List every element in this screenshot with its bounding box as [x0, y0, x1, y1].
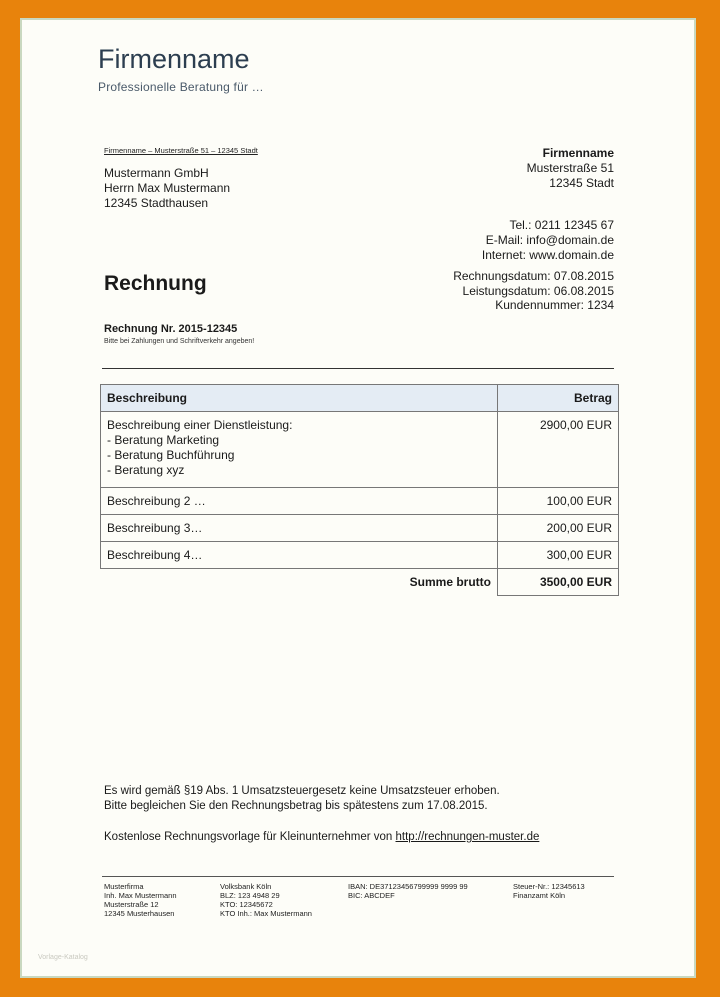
sender-street: Musterstraße 51: [526, 161, 614, 175]
footer-line: IBAN: DE37123456799999 9999 99: [348, 882, 468, 891]
table-row: [101, 542, 619, 569]
invoice-date: Rechnungsdatum: 07.08.2015: [453, 269, 614, 283]
footer-line: Inh. Max Mustermann: [104, 891, 177, 900]
item-description-line: - Beratung Marketing: [107, 433, 220, 447]
footer-iban: [348, 882, 468, 900]
item-amount: 300,00 EUR: [498, 542, 619, 569]
sender-city: 12345 Stadt: [549, 176, 614, 190]
footer-tax: [513, 882, 585, 900]
watermark: Vorlage-Katalog: [38, 954, 88, 961]
footer-company: [104, 882, 177, 918]
sender-name: Firmenname: [542, 146, 614, 160]
template-credit-text: Kostenlose Rechnungsvorlage für Kleinunternehmer von: [104, 831, 396, 843]
invoice-meta: [453, 269, 614, 313]
sender-contact: [482, 218, 614, 263]
item-amount: 2900,00 EUR: [498, 412, 619, 488]
item-description-line: - Beratung xyz: [107, 463, 185, 477]
table-row: [101, 412, 619, 488]
invoice-number: Rechnung Nr. 2015-12345: [104, 323, 238, 335]
footer-line: BIC: ABCDEF: [348, 891, 395, 900]
sum-amount: 3500,00 EUR: [498, 569, 619, 596]
sender-website: Internet: www.domain.de: [481, 248, 614, 262]
item-description: [101, 412, 498, 488]
footer-line: KTO: 12345672: [220, 900, 273, 909]
footer-bank: [220, 882, 312, 918]
footer-line: Finanzamt Köln: [513, 891, 566, 900]
footer-line: 12345 Musterhausen: [104, 909, 175, 918]
sender-block: [527, 146, 614, 191]
service-date: Leistungsdatum: 06.08.2015: [462, 283, 614, 298]
recipient-company: Mustermann GmbH: [104, 166, 209, 180]
item-description: Beschreibung 4…: [101, 542, 498, 569]
tax-exemption-note: Es wird gemäß §19 Abs. 1 Umsatzsteuergesetz keine Umsatzsteuer erhoben.: [104, 785, 500, 797]
company-tagline: Professionelle Beratung für …: [98, 80, 264, 94]
footer-line: Volksbank Köln: [220, 882, 272, 891]
recipient-address: [104, 166, 230, 211]
column-header-amount: Betrag: [498, 385, 619, 412]
footer-line: Musterstraße 12: [104, 900, 159, 909]
template-credit-link[interactable]: http://rechnungen-muster.de: [395, 831, 540, 843]
footer-line: BLZ: 123 4948 29: [220, 891, 280, 900]
table-row: [101, 488, 619, 515]
column-header-description: Beschreibung: [101, 385, 498, 412]
sender-email: E-Mail: info@domain.de: [485, 233, 614, 247]
invoice-page: [20, 18, 696, 978]
item-amount: 100,00 EUR: [498, 488, 619, 515]
sender-phone: Tel.: 0211 12345 67: [509, 218, 614, 232]
item-description-line: Beschreibung einer Dienstleistung:: [107, 418, 293, 432]
recipient-city: 12345 Stadthausen: [104, 196, 209, 210]
customer-number: Kundennummer: 1234: [495, 298, 614, 312]
table-header-row: [101, 385, 619, 412]
footer-divider: [102, 876, 614, 877]
footer-line: Steuer-Nr.: 12345613: [513, 882, 585, 891]
sender-address-line: Firmenname – Musterstraße 51 – 12345 Stadt: [104, 146, 258, 155]
sum-label: Summe brutto: [409, 575, 491, 589]
footer-line: KTO Inh.: Max Mustermann: [220, 909, 312, 918]
recipient-person: Herrn Max Mustermann: [104, 181, 231, 195]
footer-line: Musterfirma: [104, 882, 144, 891]
item-description-line: - Beratung Buchführung: [107, 448, 235, 462]
item-description: Beschreibung 2 …: [101, 488, 498, 515]
invoice-number-note: Bitte bei Zahlungen und Schriftverkehr angeben!: [104, 338, 255, 345]
template-credit: [104, 831, 539, 843]
document-title: Rechnung: [104, 272, 207, 295]
item-description: Beschreibung 3…: [101, 515, 498, 542]
item-amount: 200,00 EUR: [498, 515, 619, 542]
payment-due-note: Bitte begleichen Sie den Rechnungsbetrag bis spätestens zum 17.08.2015.: [104, 800, 488, 812]
sum-row: [101, 569, 619, 596]
invoice-items-table: [100, 384, 619, 596]
table-row: [101, 515, 619, 542]
divider: [102, 368, 614, 369]
tax-note: [104, 784, 500, 814]
company-name: Firmenname: [98, 44, 250, 74]
